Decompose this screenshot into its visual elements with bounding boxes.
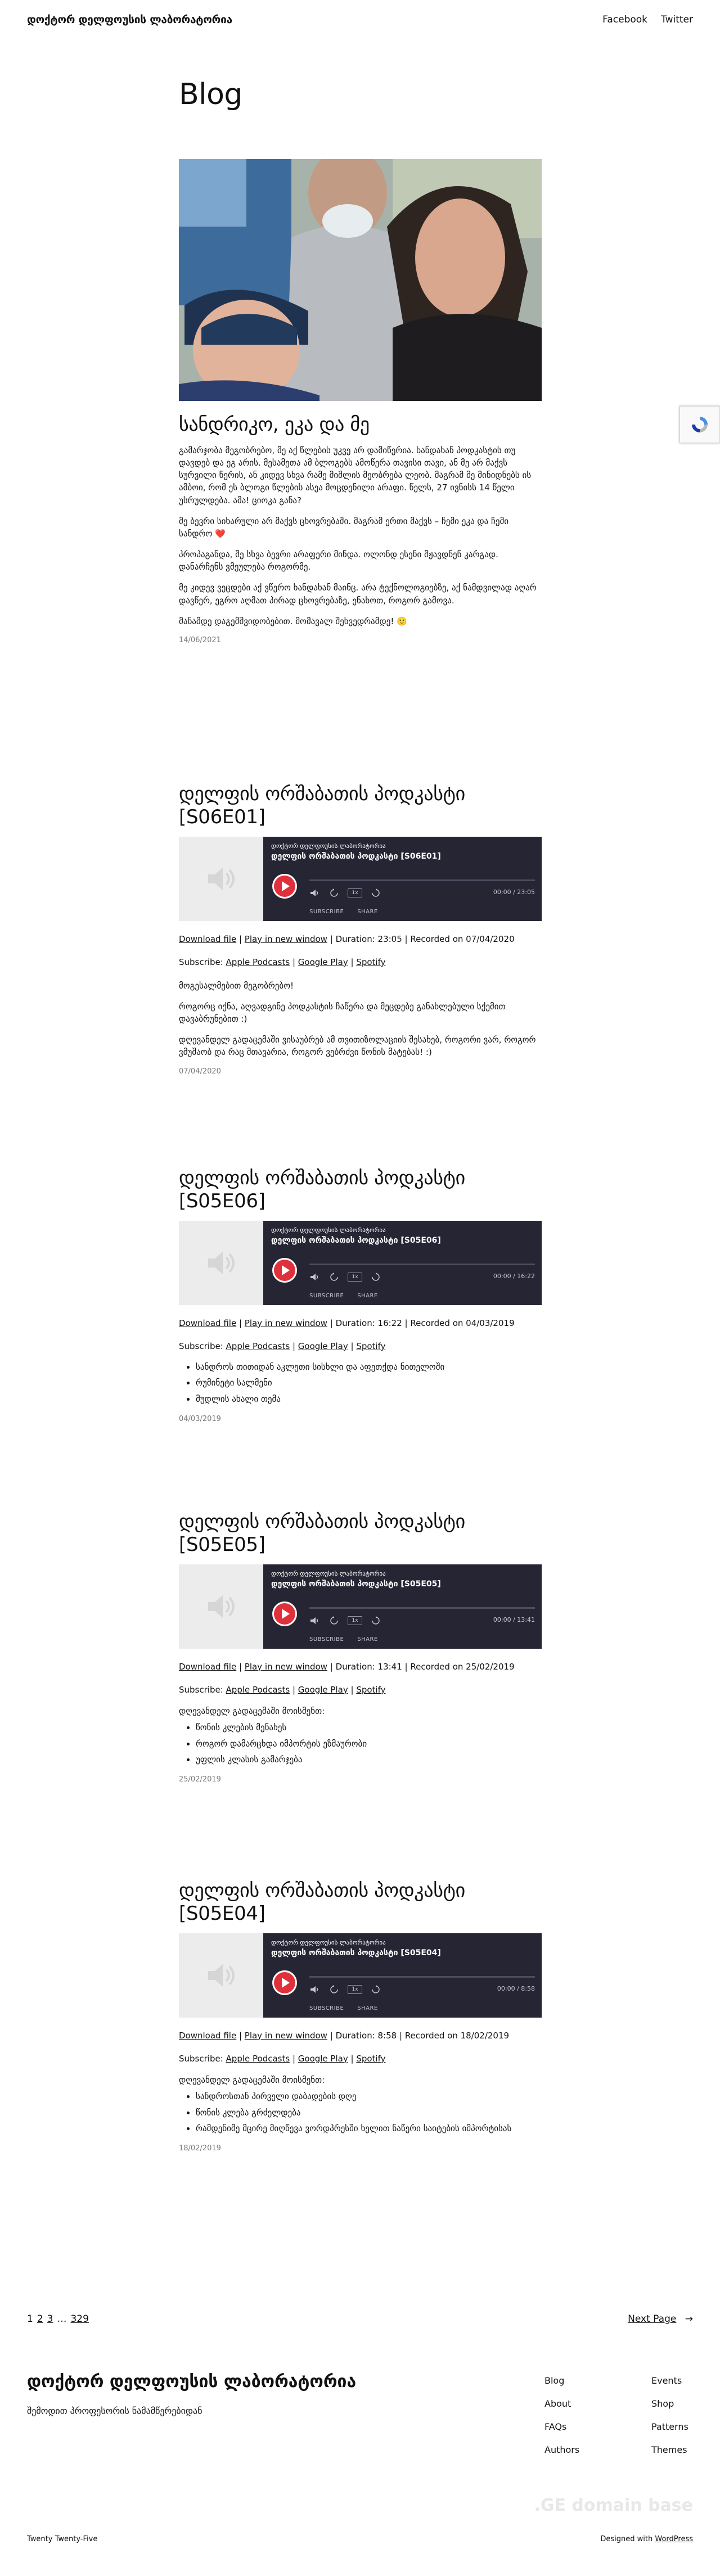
subscribe-line: Subscribe: Apple Podcasts | Google Play | Spotify [179,957,386,967]
footer-link-shop[interactable]: Shop [651,2398,674,2409]
episode-meta: Download file | Play in new window | Duration: 23:05 | Recorded on 07/04/2020 [179,933,515,944]
player-time: 00:00 / 23:05 [493,888,535,896]
subscribe-line: Subscribe: Apple Podcasts | Google Play | Spotify [179,2053,386,2064]
play-new-window-link[interactable]: Play in new window [244,1318,327,1328]
download-file-link[interactable]: Download file [179,1661,237,1672]
player-panel [263,1933,542,2018]
google-play-link[interactable]: Google Play [298,1684,348,1695]
duration-text: Duration: 13:41 [335,1661,402,1672]
nav-twitter-link[interactable]: Twitter [661,14,693,25]
player-podcast-name: დოქტორ დელფოუსის ლაბორატორია [271,842,386,850]
player-subscribe-link[interactable]: SUBSCRIBE [309,908,344,915]
play-button[interactable] [272,1970,297,1995]
list-item: • რუმინეტი სალმენი [196,1377,542,1389]
player-subscribe-link[interactable]: SUBSCRIBE [309,1636,344,1643]
site-header [27,11,693,28]
player-share-link[interactable]: SHARE [357,1292,378,1299]
player-share-link[interactable]: SHARE [357,908,378,915]
play-icon [272,1970,297,1995]
speaker-icon [206,867,236,891]
post-date: 18/02/2019 [179,2144,221,2153]
episode-topics [179,1361,542,1406]
speed-button[interactable]: 1x [348,1985,362,1994]
player-controls [309,1616,381,1625]
player-subscribe-link[interactable]: SUBSCRIBE [309,1292,344,1299]
wordpress-link[interactable]: WordPress [655,2535,693,2543]
volume-icon[interactable] [309,1273,321,1282]
subscribe-label: Subscribe: [179,2053,223,2064]
post-paragraph: მოგესალმებით მეგობრებო! [179,980,294,991]
player-episode-title: დელფის ორშაბათის პოდკასტი [S05E05] [271,1579,441,1589]
post-paragraph: დღევანდელ გადაცემაში ვისაუბრებ ამ თვითიზოლაციის შესახებ, როგორი ვარ, როგორ ვმუშაობ და რაც მთავარია, როგორ ვებრძვი წონის მატებას! :) [179,1035,536,1058]
podcast-player [179,837,542,921]
speed-button[interactable]: 1x [348,1616,362,1625]
player-links [309,1293,378,1299]
player-panel [263,837,542,921]
footer-credit [600,2535,693,2543]
google-play-link[interactable]: Google Play [298,957,348,967]
recorded-text: Recorded on 18/02/2019 [404,2030,510,2041]
player-links [309,909,378,915]
footer-link-themes[interactable]: Themes [651,2444,687,2455]
footer-site-title[interactable]: დოქტორ დელფოუსის ლაბორატორია [27,2372,357,2392]
post-body [179,980,542,1059]
list-item: • სანდროსთან პირველი დაბადების დღე [196,2091,542,2103]
player-podcast-name: დოქტორ დელფოუსის ლაბორატორია [271,1569,386,1577]
podcast-artwork [179,837,263,921]
page-number-current: 1 [27,2313,33,2325]
speed-button[interactable]: 1x [348,888,362,897]
page-ellipsis: … [57,2313,67,2325]
footer-link-blog[interactable]: Blog [544,2375,565,2386]
player-controls [309,888,381,897]
player-panel [263,1221,542,1305]
post-date: 25/02/2019 [179,1775,221,1784]
episode-meta: Download file | Play in new window | Duration: 8:58 | Recorded on 18/02/2019 [179,2030,510,2041]
post-title[interactable]: სანდრიკო, ეკა და მე [179,413,370,436]
duration-text: Duration: 16:22 [335,1318,402,1328]
rewind-icon[interactable] [328,1616,340,1625]
post-article [179,1510,542,1784]
speaker-icon [206,1251,236,1275]
play-new-window-link[interactable]: Play in new window [244,1661,327,1672]
play-button[interactable] [272,1601,297,1626]
apple-podcasts-link[interactable]: Apple Podcasts [226,1341,290,1351]
post-title[interactable]: დელფის ორშაბათის პოდკასტი [S05E06] [179,1167,465,1212]
footer-link-authors[interactable]: Authors [544,2444,580,2455]
next-page-link[interactable] [628,2313,693,2325]
player-share-link[interactable]: SHARE [357,2005,378,2011]
forward-icon[interactable] [370,1985,381,1994]
spotify-link[interactable]: Spotify [356,1341,386,1351]
post-article [179,1167,542,1423]
spotify-link[interactable]: Spotify [356,1684,386,1695]
pagination [27,2313,693,2325]
player-time: 00:00 / 8:58 [497,1984,535,1992]
subscribe-line: Subscribe: Apple Podcasts | Google Play | Spotify [179,1684,386,1695]
next-page-label: Next Page [628,2313,677,2325]
subscribe-line: Subscribe: Apple Podcasts | Google Play | Spotify [179,1341,386,1351]
subscribe-label: Subscribe: [179,1684,223,1695]
post-paragraph: მე კიდევ ვეცდები აქ ვწერო ხანდახან მაინც. არა ტექნოლოგიებზე, აქ ნამდვილად აღარ დავწერ, ეგრო აღმათ პირად ცხოვრებაზე, ენახოთ, როგორ გამოვა. [179,583,537,606]
volume-icon[interactable] [309,888,321,897]
post-featured-image[interactable] [179,159,542,401]
list-item: • წონის კლების მენახეს [196,1722,542,1734]
download-file-link[interactable]: Download file [179,2030,237,2041]
player-time: 00:00 / 16:22 [493,1272,535,1280]
duration-text: Duration: 8:58 [335,2030,397,2041]
page-numbers [27,2313,89,2325]
page-number-link[interactable]: 3 [47,2313,53,2325]
google-play-link[interactable]: Google Play [298,2053,348,2064]
footer-link-faqs[interactable]: FAQs [544,2421,567,2432]
podcast-player [179,1564,542,1649]
forward-icon[interactable] [370,1616,381,1625]
family-photo [179,159,542,401]
download-file-link[interactable]: Download file [179,933,237,944]
footer-credit-text: Designed with [600,2535,655,2543]
recaptcha-icon [690,415,709,434]
subscribe-label: Subscribe: [179,957,223,967]
apple-podcasts-link[interactable]: Apple Podcasts [226,1684,290,1695]
rewind-icon[interactable] [328,1273,340,1282]
play-icon [272,1601,297,1626]
page-number-link[interactable]: 2 [37,2313,43,2325]
page-heading: Blog [179,78,242,111]
volume-icon[interactable] [309,1985,321,1994]
post-date: 07/04/2020 [179,1067,221,1076]
player-episode-title: დელფის ორშაბათის პოდკასტი [S06E01] [271,851,441,861]
player-links [309,2005,378,2011]
apple-podcasts-link[interactable]: Apple Podcasts [226,2053,290,2064]
rewind-icon[interactable] [328,1985,340,1994]
post-paragraph: დღევანდელ გადაცემაში მოისმენთ: [179,1706,325,1716]
progress-bar[interactable] [309,1607,535,1609]
page-number-link[interactable]: 329 [70,2313,89,2325]
google-play-link[interactable]: Google Play [298,1341,348,1351]
episode-meta: Download file | Play in new window | Duration: 16:22 | Recorded on 04/03/2019 [179,1318,515,1328]
play-icon [272,1258,297,1283]
forward-icon[interactable] [370,888,381,897]
post-title[interactable]: დელფის ორშაბათის პოდკასტი [S05E05] [179,1510,465,1556]
site-title[interactable]: დოქტორ დელფოუსის ლაბორატორია [27,13,232,26]
player-time: 00:00 / 13:41 [493,1616,535,1623]
post-date: 04/03/2019 [179,1414,221,1423]
podcast-player [179,1221,542,1305]
post-title[interactable]: დელფის ორშაბათის პოდკასტი [S05E04] [179,1879,465,1925]
footer-tagline: შემოდით პროფესორის ნამამწერებიდან [27,2406,202,2416]
list-item: • როგორ დამარცხდა იმპორტის ეზმაურობი [196,1738,542,1751]
list-item: • წონის კლება გრძელდება [196,2107,542,2119]
list-item: • მუდლის ახალი თემა [196,1393,542,1406]
spotify-link[interactable]: Spotify [356,957,386,967]
footer-link-patterns[interactable]: Patterns [651,2421,688,2432]
progress-bar[interactable] [309,1976,535,1978]
post-article [179,1879,542,2153]
list-item: • უფლის კლასის გამარჯება [196,1754,542,1766]
post-date: 14/06/2021 [179,636,221,645]
subscribe-label: Subscribe: [179,1341,223,1351]
player-podcast-name: დოქტორ დელფოუსის ლაბორატორია [271,1226,386,1234]
speaker-icon [206,1963,236,1988]
episode-meta: Download file | Play in new window | Duration: 13:41 | Recorded on 25/02/2019 [179,1661,515,1672]
progress-bar[interactable] [309,879,535,881]
post-article [179,159,542,644]
post-paragraph: მე ბევრი სიხარული არ მაქვს ცხოვრებაში. მაგრამ ერთი მაქვს – ჩემი ეკა და ჩემი სანდრო ❤️ [179,516,509,539]
post-paragraph: პროპაგანდა, მე სხვა ბევრი არაფერი მინდა. ოლონდ ესენი მჟავდნენ კარგად. დანარჩენს ვმეულება როგორმე. [179,549,498,572]
post-body [179,444,542,628]
post-paragraph: გამარჯობა მეგობრებო, მე აქ წლების უკვე არ დამიწერია. ხანდახან პოდკასტის თუ დავდებ და ეგ არის. მესამეთა ამ ბლოგებს ამოწერა თავისი თავი, ან მე არ მაქვს სურვილი წერის, ან კიდევ სხვა რამე მიშლის მეობრება ლეობ. მაგრამ მე მინიდნებს ის ამბოი, რომ ეს ბლოგი წლების ასეა მოცდენილი არაფი. წელს, 27 ივნისს 14 წელი უსრულდება. ამა! ციოკა განა? [179,445,532,506]
recorded-text: Recorded on 07/04/2020 [410,933,515,944]
play-new-window-link[interactable]: Play in new window [244,2030,327,2041]
player-controls [309,1985,381,1994]
footer-link-about[interactable]: About [544,2398,572,2409]
footer-theme-name: Twenty Twenty-Five [27,2535,98,2543]
arrow-right-icon: → [685,2313,693,2325]
recorded-text: Recorded on 25/02/2019 [410,1661,515,1672]
podcast-artwork [179,1933,263,2018]
top-nav [602,14,693,25]
play-button[interactable] [272,1258,297,1283]
play-new-window-link[interactable]: Play in new window [244,933,327,944]
footer-nav [544,2375,708,2455]
episode-intro [179,1705,542,1717]
player-episode-title: დელფის ორშაბათის პოდკასტი [S05E06] [271,1235,441,1245]
play-icon [272,874,297,899]
list-item: • სანდროს თითიდან აკლეთი სისხლი და აფეთქდა ნითელოში [196,1361,542,1374]
forward-icon[interactable] [370,1273,381,1282]
duration-text: Duration: 23:05 [335,933,402,944]
podcast-artwork [179,1564,263,1649]
post-paragraph: მანამდე დაგემშვიდობებით. მომავალ შეხვედრამდე! 🙂 [179,616,407,626]
list-item: • რამდენიმე მცირე მიღწევა ვორდპრესში ხელით ნაწერი საიტების იმპორტისას [196,2123,542,2135]
player-share-link[interactable]: SHARE [357,1636,378,1643]
podcast-player [179,1933,542,2018]
recorded-text: Recorded on 04/03/2019 [410,1318,515,1328]
player-podcast-name: დოქტორ დელფოუსის ლაბორატორია [271,1938,386,1946]
post-paragraph: დღევანდელ გადაცემაში მოისმენთ: [179,2074,325,2085]
speed-button[interactable]: 1x [348,1273,362,1282]
speaker-icon [206,1594,236,1619]
episode-topics [179,2091,542,2135]
episode-intro [179,2074,542,2086]
volume-icon[interactable] [309,1616,321,1625]
apple-podcasts-link[interactable]: Apple Podcasts [226,957,290,967]
player-episode-title: დელფის ორშაბათის პოდკასტი [S05E04] [271,1948,441,1957]
footer-link-events[interactable]: Events [651,2375,682,2386]
player-panel [263,1564,542,1649]
player-links [309,1636,378,1643]
post-paragraph: როგორც იქნა, აღვადგინე პოდკასტის ჩაწერა და მეცდებე განახლებული სქემით დავაბრუნებით :) [179,1001,506,1024]
download-file-link[interactable]: Download file [179,1318,237,1328]
podcast-artwork [179,1221,263,1305]
post-title[interactable]: დელფის ორშაბათის პოდკასტი [S06E01] [179,783,465,828]
recaptcha-badge[interactable] [680,406,720,443]
player-controls [309,1273,381,1282]
progress-bar[interactable] [309,1264,535,1265]
spotify-link[interactable]: Spotify [356,2053,386,2064]
nav-facebook-link[interactable]: Facebook [602,14,648,25]
post-article [179,783,542,1076]
play-button[interactable] [272,874,297,899]
domain-watermark: .GE domain base [534,2496,693,2515]
rewind-icon[interactable] [328,888,340,897]
player-subscribe-link[interactable]: SUBSCRIBE [309,2005,344,2011]
episode-topics [179,1722,542,1766]
